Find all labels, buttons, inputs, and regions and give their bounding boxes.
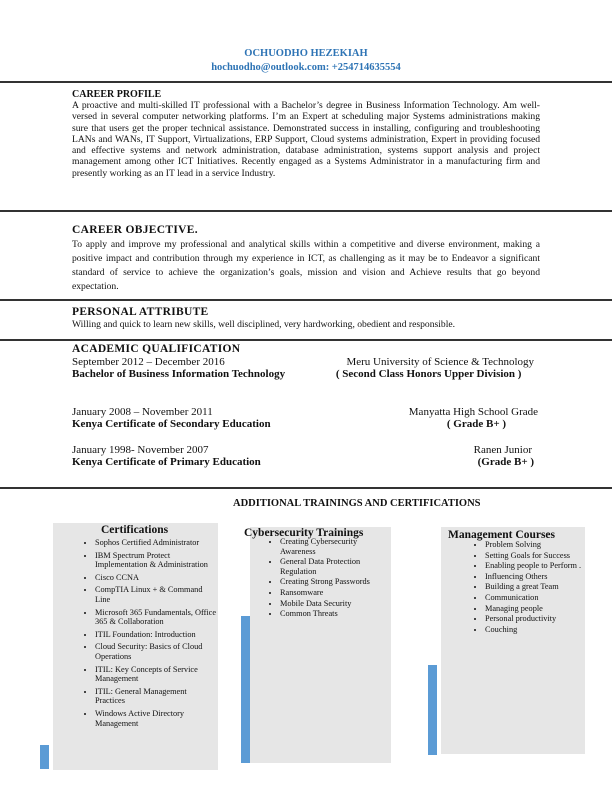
academic-heading: ACADEMIC QUALIFICATION xyxy=(72,343,241,355)
cybersecurity-heading: Cybersecurity Trainings xyxy=(244,527,364,539)
list-item: • Couching xyxy=(485,625,585,635)
list-item: • Windows Active Directory Management xyxy=(95,709,218,728)
career-profile-heading: CAREER PROFILE xyxy=(72,89,162,100)
divider xyxy=(0,210,612,212)
trainings-heading: ADDITIONAL TRAININGS AND CERTIFICATIONS xyxy=(233,498,481,509)
entry-dates: January 1998- November 2007 xyxy=(72,444,209,456)
entry-grade: ( Second Class Honors Upper Division ) xyxy=(335,368,522,380)
list-item: • General Data Protection Regulation xyxy=(280,557,391,576)
list-item: • Creating Cybersecurity Awareness xyxy=(280,537,391,556)
entry-institution: Meru University of Science & Technology xyxy=(346,356,534,368)
academic-entry xyxy=(72,356,538,380)
career-objective-heading: CAREER OBJECTIVE. xyxy=(72,224,198,236)
list-item: • ITIL: Key Concepts of Service Management xyxy=(95,665,218,684)
divider xyxy=(0,299,612,301)
accent-bar xyxy=(40,745,49,769)
list-item: • Building a great Team xyxy=(485,582,585,592)
list-item: • Microsoft 365 Fundamentals, Office 365 & Collaboration xyxy=(95,608,218,627)
list-item: • Common Threats xyxy=(280,609,391,619)
entry-dates: September 2012 – December 2016 xyxy=(72,356,225,368)
list-item: • Mobile Data Security xyxy=(280,599,391,609)
management-heading: Management Courses xyxy=(448,529,555,541)
entry-grade: (Grade B+ ) xyxy=(477,456,534,468)
divider xyxy=(0,81,612,83)
entry-institution: Ranen Junior xyxy=(473,444,532,456)
list-item: • Influencing Others xyxy=(485,572,585,582)
entry-dates: January 2008 – November 2011 xyxy=(72,406,213,418)
list-item: • Problem Solving xyxy=(485,540,585,550)
candidate-name: OCHUODHO HEZEKIAH xyxy=(244,48,368,59)
certifications-box xyxy=(53,523,218,770)
certifications-list xyxy=(53,538,218,728)
academic-entry xyxy=(72,444,538,468)
entry-institution: Manyatta High School Grade xyxy=(408,406,538,418)
list-item: • Managing people xyxy=(485,604,585,614)
personal-attribute-text: Willing and quick to learn new skills, well disciplined, very hardworking, obedient and responsible. xyxy=(72,319,456,330)
list-item: • Cisco CCNA xyxy=(95,573,218,583)
management-box xyxy=(441,527,585,754)
accent-bar xyxy=(428,665,437,755)
contact-info: hochuodho@outlook.com: +254714635554 xyxy=(211,62,401,73)
list-item: • Enabling people to Perform . xyxy=(485,561,585,571)
list-item: • IBM Spectrum Protect Implementation & Administration xyxy=(95,551,218,570)
divider xyxy=(0,339,612,341)
list-item: • ITIL Foundation: Introduction xyxy=(95,630,218,640)
list-item: • Creating Strong Passwords xyxy=(280,577,391,587)
management-list xyxy=(441,540,585,634)
list-item: • Communication xyxy=(485,593,585,603)
entry-qualification: Kenya Certificate of Secondary Education xyxy=(72,418,271,430)
entry-grade: ( Grade B+ ) xyxy=(446,418,506,430)
cybersecurity-box xyxy=(236,527,391,763)
list-item: • Cloud Security: Basics of Cloud Operations xyxy=(95,642,218,661)
career-profile-text: A proactive and multi-skilled IT professional with a Bachelor’s degree in Business Information Technology. Am well-versed in several computer networking platforms. I’m an Expert at scheduling major Systems administrations making sure that users get the proper technical assistance. Demonstrated success in installing, configuring and troubleshooting LANs and WANs, IT Support, Virtualizations, ERP Support, Cloud systems administration, Expert in providing focused and effective systems and network administration, database administration, systems support analysis and project management among other ICT Initiatives. Recently engaged as a Systems Administrator in a manufacturing firm and presently working as an IT lead in a service Industry. xyxy=(72,100,540,179)
personal-attribute-heading: PERSONAL ATTRIBUTE xyxy=(72,306,209,318)
list-item: • Sophos Certified Administrator xyxy=(95,538,218,548)
list-item: • Personal productivity xyxy=(485,614,585,624)
certifications-heading: Certifications xyxy=(101,524,169,536)
academic-entry xyxy=(72,406,538,430)
list-item: • Ransomware xyxy=(280,588,391,598)
list-item: • ITIL: General Management Practices xyxy=(95,687,218,706)
entry-qualification: Bachelor of Business Information Technology xyxy=(72,368,286,380)
list-item: • Setting Goals for Success xyxy=(485,551,585,561)
career-objective-text: To apply and improve my professional and analytical skills within a competitive and diverse environment, making a positive impact and contribution through my experience in ICT, as challenging as it may be to Endeavor a significant standard of service to achieve the organization’s goals, mission and vision and Achieve results that go beyond expectation. xyxy=(72,239,540,292)
divider xyxy=(0,487,612,489)
list-item: • CompTIA Linux + & Command Line xyxy=(95,585,218,604)
entry-qualification: Kenya Certificate of Primary Education xyxy=(72,456,261,468)
cybersecurity-list xyxy=(236,537,391,619)
